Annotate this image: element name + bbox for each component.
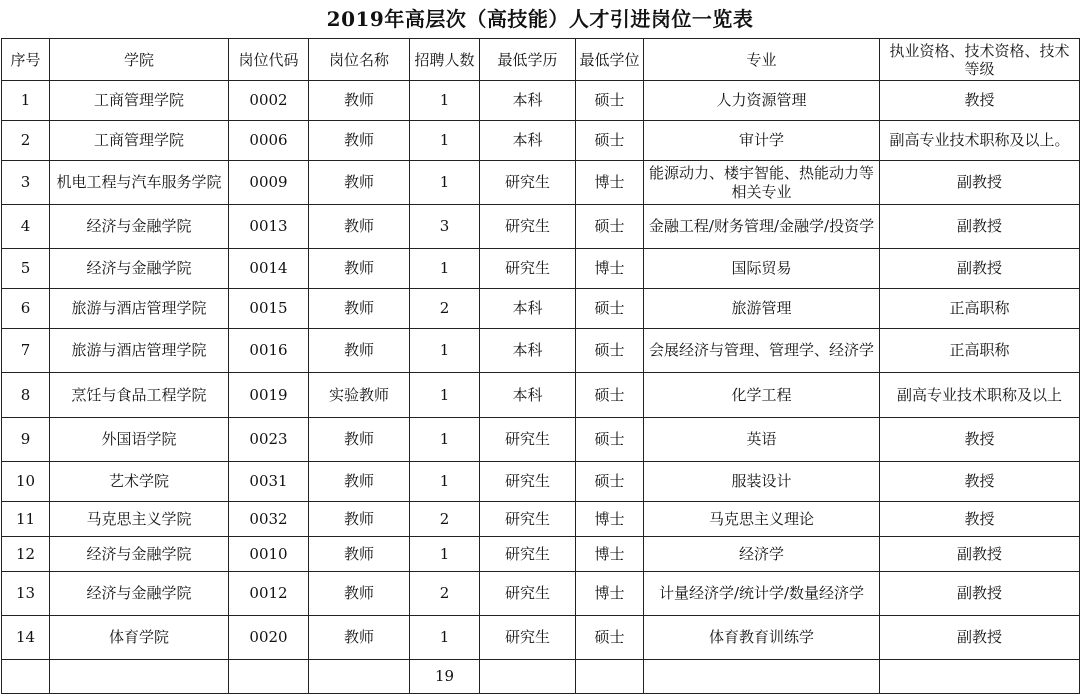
table-header-row (2, 39, 1080, 81)
cell-count: 1 (410, 462, 480, 502)
cell-degree: 硕士 (576, 462, 644, 502)
cell-major: 旅游管理 (644, 289, 880, 329)
cell-qual: 副教授 (880, 249, 1080, 289)
cell-college: 旅游与酒店管理学院 (50, 329, 229, 373)
header-degree: 最低学位 (576, 39, 644, 81)
table-row (2, 462, 1080, 502)
cell-code: 0002 (229, 81, 309, 121)
cell-edu: 研究生 (480, 249, 576, 289)
total-count: 19 (410, 660, 480, 694)
header-qual: 执业资格、技术资格、技术等级 (880, 39, 1080, 81)
cell-code: 0016 (229, 329, 309, 373)
cell-college: 工商管理学院 (50, 81, 229, 121)
cell-degree: 博士 (576, 502, 644, 537)
cell-empty (229, 660, 309, 694)
cell-qual: 副教授 (880, 616, 1080, 660)
cell-no: 7 (2, 329, 50, 373)
cell-empty (50, 660, 229, 694)
cell-qual: 副教授 (880, 537, 1080, 572)
cell-no: 9 (2, 418, 50, 462)
header-edu: 最低学历 (480, 39, 576, 81)
cell-count: 1 (410, 161, 480, 205)
cell-code: 0020 (229, 616, 309, 660)
cell-edu: 研究生 (480, 537, 576, 572)
cell-code: 0013 (229, 205, 309, 249)
cell-post: 教师 (309, 572, 410, 616)
cell-edu: 本科 (480, 121, 576, 161)
cell-empty (880, 660, 1080, 694)
cell-post: 教师 (309, 418, 410, 462)
cell-edu: 研究生 (480, 616, 576, 660)
cell-post: 教师 (309, 616, 410, 660)
cell-count: 1 (410, 81, 480, 121)
cell-qual: 副高专业技术职称及以上。 (880, 121, 1080, 161)
cell-no: 1 (2, 81, 50, 121)
cell-no: 8 (2, 373, 50, 418)
cell-college: 体育学院 (50, 616, 229, 660)
cell-no: 6 (2, 289, 50, 329)
table-row (2, 249, 1080, 289)
cell-degree: 博士 (576, 161, 644, 205)
cell-major: 国际贸易 (644, 249, 880, 289)
cell-edu: 研究生 (480, 161, 576, 205)
cell-qual: 正高职称 (880, 289, 1080, 329)
cell-college: 经济与金融学院 (50, 249, 229, 289)
header-no: 序号 (2, 39, 50, 81)
cell-major: 审计学 (644, 121, 880, 161)
positions-table (1, 38, 1080, 694)
cell-post: 教师 (309, 249, 410, 289)
cell-code: 0012 (229, 572, 309, 616)
cell-qual: 副教授 (880, 205, 1080, 249)
cell-degree: 硕士 (576, 121, 644, 161)
cell-degree: 硕士 (576, 418, 644, 462)
table-row (2, 373, 1080, 418)
cell-edu: 研究生 (480, 418, 576, 462)
cell-post: 教师 (309, 121, 410, 161)
cell-edu: 本科 (480, 81, 576, 121)
cell-code: 0014 (229, 249, 309, 289)
cell-count: 2 (410, 572, 480, 616)
table-row (2, 329, 1080, 373)
cell-no: 12 (2, 537, 50, 572)
cell-count: 3 (410, 205, 480, 249)
table-row (2, 81, 1080, 121)
cell-count: 1 (410, 249, 480, 289)
cell-count: 1 (410, 329, 480, 373)
cell-college: 马克思主义学院 (50, 502, 229, 537)
header-count: 招聘人数 (410, 39, 480, 81)
cell-post: 教师 (309, 161, 410, 205)
cell-count: 1 (410, 537, 480, 572)
cell-edu: 研究生 (480, 572, 576, 616)
cell-qual: 教授 (880, 502, 1080, 537)
cell-no: 5 (2, 249, 50, 289)
cell-college: 旅游与酒店管理学院 (50, 289, 229, 329)
cell-major: 计量经济学/统计学/数量经济学 (644, 572, 880, 616)
table-row (2, 289, 1080, 329)
header-college: 学院 (50, 39, 229, 81)
cell-code: 0019 (229, 373, 309, 418)
cell-code: 0009 (229, 161, 309, 205)
cell-post: 教师 (309, 462, 410, 502)
cell-count: 1 (410, 373, 480, 418)
cell-qual: 副高专业技术职称及以上 (880, 373, 1080, 418)
cell-degree: 博士 (576, 537, 644, 572)
cell-college: 经济与金融学院 (50, 537, 229, 572)
cell-major: 体育教育训练学 (644, 616, 880, 660)
cell-degree: 硕士 (576, 329, 644, 373)
cell-college: 艺术学院 (50, 462, 229, 502)
cell-post: 教师 (309, 329, 410, 373)
table-row (2, 537, 1080, 572)
table-row (2, 572, 1080, 616)
cell-code: 0032 (229, 502, 309, 537)
cell-college: 烹饪与食品工程学院 (50, 373, 229, 418)
cell-college: 经济与金融学院 (50, 205, 229, 249)
cell-qual: 教授 (880, 462, 1080, 502)
table-row (2, 418, 1080, 462)
cell-post: 教师 (309, 537, 410, 572)
cell-college: 机电工程与汽车服务学院 (50, 161, 229, 205)
cell-college: 工商管理学院 (50, 121, 229, 161)
header-major: 专业 (644, 39, 880, 81)
header-post: 岗位名称 (309, 39, 410, 81)
cell-post: 实验教师 (309, 373, 410, 418)
cell-major: 服装设计 (644, 462, 880, 502)
cell-count: 2 (410, 289, 480, 329)
cell-major: 马克思主义理论 (644, 502, 880, 537)
cell-code: 0023 (229, 418, 309, 462)
cell-qual: 教授 (880, 81, 1080, 121)
cell-post: 教师 (309, 81, 410, 121)
cell-count: 1 (410, 616, 480, 660)
cell-edu: 研究生 (480, 205, 576, 249)
cell-no: 14 (2, 616, 50, 660)
cell-code: 0006 (229, 121, 309, 161)
cell-count: 1 (410, 418, 480, 462)
cell-no: 3 (2, 161, 50, 205)
cell-empty (644, 660, 880, 694)
cell-degree: 硕士 (576, 205, 644, 249)
cell-major: 人力资源管理 (644, 81, 880, 121)
cell-major: 化学工程 (644, 373, 880, 418)
cell-code: 0031 (229, 462, 309, 502)
cell-no: 10 (2, 462, 50, 502)
table-row (2, 121, 1080, 161)
cell-degree: 硕士 (576, 616, 644, 660)
cell-major: 会展经济与管理、管理学、经济学 (644, 329, 880, 373)
cell-edu: 研究生 (480, 502, 576, 537)
cell-qual: 教授 (880, 418, 1080, 462)
cell-major: 经济学 (644, 537, 880, 572)
table-row (2, 616, 1080, 660)
cell-no: 2 (2, 121, 50, 161)
cell-count: 1 (410, 121, 480, 161)
cell-degree: 硕士 (576, 81, 644, 121)
cell-edu: 本科 (480, 373, 576, 418)
cell-degree: 博士 (576, 249, 644, 289)
table-row (2, 205, 1080, 249)
header-code: 岗位代码 (229, 39, 309, 81)
cell-major: 英语 (644, 418, 880, 462)
cell-code: 0015 (229, 289, 309, 329)
cell-count: 2 (410, 502, 480, 537)
cell-edu: 本科 (480, 289, 576, 329)
cell-code: 0010 (229, 537, 309, 572)
cell-post: 教师 (309, 205, 410, 249)
cell-empty (309, 660, 410, 694)
total-row (2, 660, 1080, 694)
cell-edu: 研究生 (480, 462, 576, 502)
table-row (2, 161, 1080, 205)
cell-degree: 硕士 (576, 289, 644, 329)
cell-post: 教师 (309, 502, 410, 537)
cell-no: 11 (2, 502, 50, 537)
cell-no: 13 (2, 572, 50, 616)
cell-post: 教师 (309, 289, 410, 329)
cell-qual: 副教授 (880, 572, 1080, 616)
cell-empty (576, 660, 644, 694)
cell-edu: 本科 (480, 329, 576, 373)
cell-empty (480, 660, 576, 694)
cell-qual: 正高职称 (880, 329, 1080, 373)
cell-college: 经济与金融学院 (50, 572, 229, 616)
cell-major: 金融工程/财务管理/金融学/投资学 (644, 205, 880, 249)
cell-empty (2, 660, 50, 694)
page-title: 2019年高层次（高技能）人才引进岗位一览表 (326, 7, 754, 31)
table-row (2, 502, 1080, 537)
cell-college: 外国语学院 (50, 418, 229, 462)
cell-qual: 副教授 (880, 161, 1080, 205)
cell-degree: 硕士 (576, 373, 644, 418)
cell-no: 4 (2, 205, 50, 249)
cell-degree: 博士 (576, 572, 644, 616)
cell-major: 能源动力、楼宇智能、热能动力等相关专业 (644, 161, 880, 205)
